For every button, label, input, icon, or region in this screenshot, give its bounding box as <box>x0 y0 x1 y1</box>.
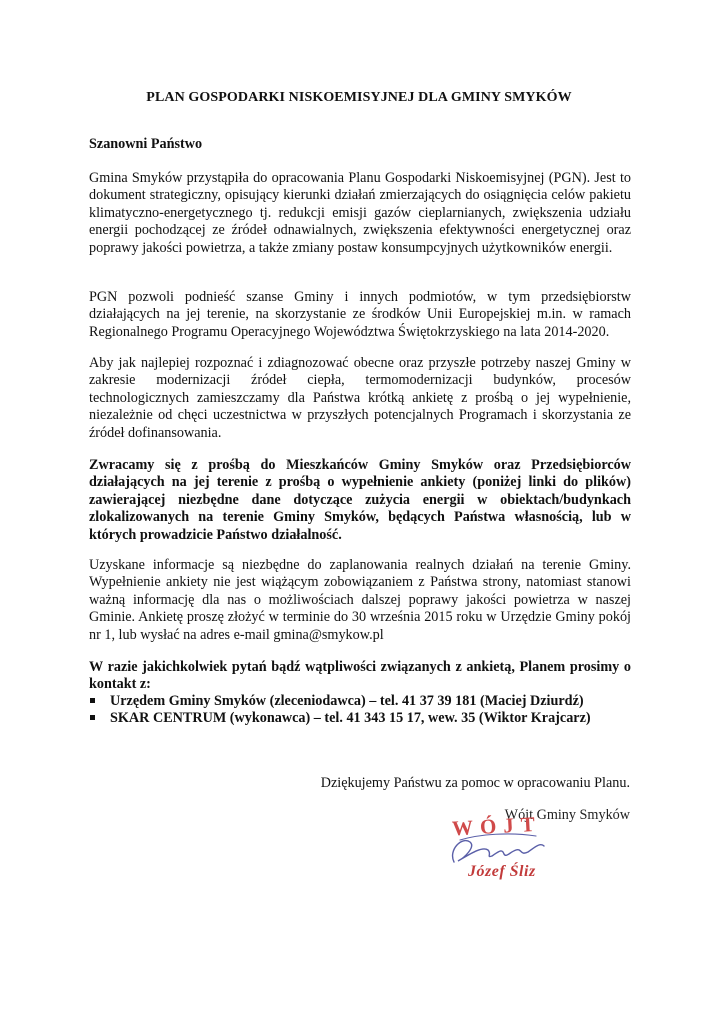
signatory-title: Wójt Gminy Smyków <box>504 807 630 823</box>
square-bullet-icon <box>90 698 95 703</box>
contact-item <box>89 693 649 710</box>
contact-list <box>89 693 649 728</box>
square-bullet-icon <box>90 715 95 720</box>
paragraph-intro: Gmina Smyków przystąpiła do opracowania Planu Gospodarki Niskoemisyjnej (PGN). Jest to dokument strategiczny, opisujący kierunki działań zmierzających do osiągnięcia celów pakietu klimatyczno-energetycznego tj. redukcji emisji gazów cieplarnianych, zwiększenia udziału energii pochodzącej ze źródeł odnawialnych, zwiększenia efektywności energetycznej oraz poprawy jakości powietrza, a także zmiany postaw konsumpcyjnych użytkowników energii. <box>89 170 631 256</box>
stamp-name: Józef Śliz <box>468 863 536 880</box>
official-stamp: WÓJT <box>451 811 543 841</box>
contact-item <box>89 710 649 727</box>
greeting: Szanowni Państwo <box>89 136 203 152</box>
paragraph-benefits: PGN pozwoli podnieść szanse Gminy i innych podmiotów, w tym przedsiębiorstw działających na jej terenie, na skorzystanie ze środków Unii Europejskiej m.in. w ramach Regionalnego Programu Operacyjnego Województwa Świętokrzyskiego na lata 2014-2020. <box>89 289 631 340</box>
paragraph-submission: Uzyskane informacje są niezbędne do zaplanowania realnych działań na terenie Gminy. Wypełnienie ankiety nie jest wiążącym zobowiązaniem z Państwa strony, natomiast stanowi ważną informację dla nas o możliwościach dalszej poprawy jakości powietrza w naszej Gminie. Ankietę proszę złożyć w terminie do 30 września 2015 roku w Urzędzie Gminy pokój nr 1, lub wysłać na adres e-mail gmina@smykow.pl <box>89 557 631 643</box>
closing-line: Dziękujemy Państwu za pomoc w opracowaniu Planu. <box>320 775 630 791</box>
contact-item-text: SKAR CENTRUM (wykonawca) – tel. 41 343 15 17, wew. 35 (Wiktor Krajcarz) <box>110 710 591 727</box>
handwritten-signature <box>440 828 560 868</box>
paragraph-contact-intro: W razie jakichkolwiek pytań bądź wątpliwości związanych z ankietą, Planem prosimy o kontakt z: <box>89 659 631 693</box>
document-title: PLAN GOSPODARKI NISKOEMISYJNEJ DLA GMINY SMYKÓW <box>146 90 572 105</box>
contact-item-text: Urzędem Gminy Smyków (zleceniodawca) – tel. 41 37 39 181 (Maciej Dziurdź) <box>110 693 584 709</box>
paragraph-survey: Aby jak najlepiej rozpoznać i zdiagnozować obecne oraz przyszłe potrzeby naszej Gminy w zakresie modernizacji źródeł ciepła, termomodernizacji budynków, procesów technologicznych zamieszczamy dla Państwa krótką ankietę z prośbą o jej wypełnienie, niezależnie od chęci uczestnictwa w przyszłych potencjalnych Programach i skorzystania ze źródeł dofinansowania. <box>89 355 631 441</box>
paragraph-request: Zwracamy się z prośbą do Mieszkańców Gminy Smyków oraz Przedsiębiorców działających na jej terenie z prośbą o wypełnienie ankiety (poniżej linki do plików) zawierającej niezbędne dane dotyczące zużycia energii w obiektach/budynkach zlokalizowanych na terenie Gminy Smyków, będących Państwa własnością, lub w których prowadzicie Państwo działalność. <box>89 457 631 543</box>
